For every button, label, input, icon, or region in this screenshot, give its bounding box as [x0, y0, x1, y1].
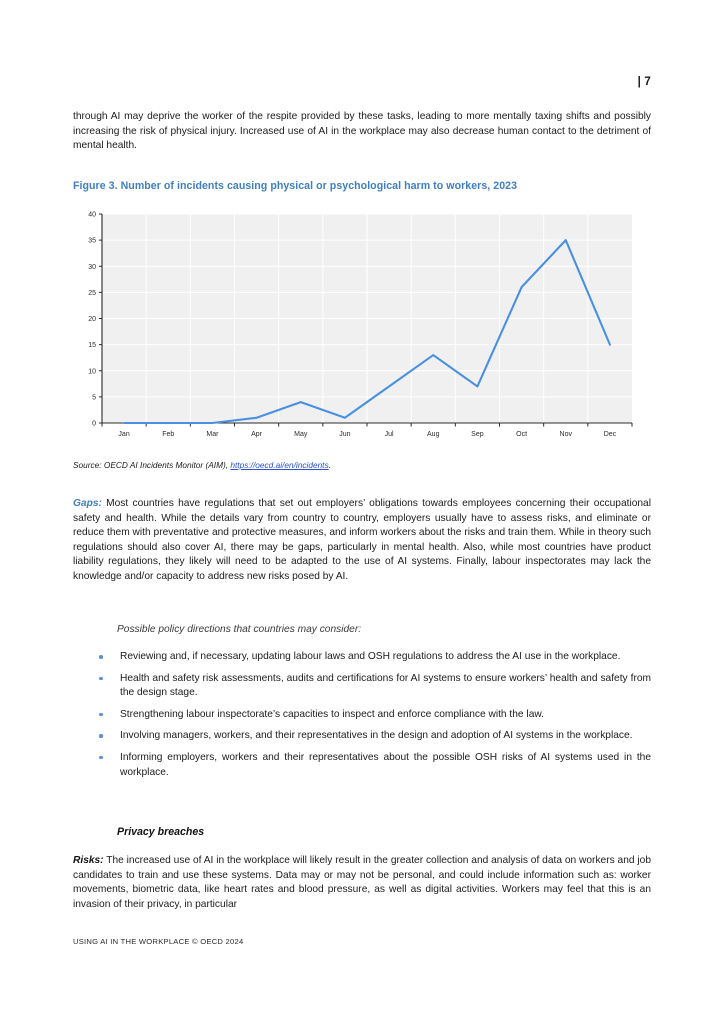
- policy-bullet-text: Health and safety risk assessments, audits and certifications for AI systems to ensure workers’ health and safety from the design stage.: [120, 672, 651, 699]
- policy-bullet-text: Informing employers, workers and their representatives about the possible OSH risks of AI systems used in the workplace.: [120, 751, 651, 778]
- intro-paragraph-block: [73, 110, 651, 154]
- page-footer: USING AI IN THE WORKPLACE © OECD 2024: [73, 937, 244, 946]
- line-chart-svg: [73, 210, 651, 450]
- x-axis-tick-label: Jan: [118, 431, 130, 438]
- source-link[interactable]: https://oecd.ai/en/incidents: [230, 460, 329, 470]
- x-axis-tick-label: Mar: [206, 431, 219, 438]
- risks-text: The increased use of AI in the workplace will likely result in the greater collection and analysis of data on workers and job candidates to train and use these systems. Data may or may not be personal, and could include information such as: worker movements, biometric data, like heart rates and blood pressure, as well as digital activities. Workers may feel that this is an invasion of their privacy, in particular: [73, 855, 651, 910]
- intro-paragraph: through AI may deprive the worker of the respite provided by these tasks, leading to more mentally taxing shifts and possibly increasing the risk of physical injury. Increased use of AI in the workplace may also decrease human contact to the detriment of mental health.: [73, 111, 651, 152]
- source-label: Source: OECD AI Incidents Monitor (AIM),: [73, 460, 231, 470]
- x-axis-tick-label: Sep: [471, 431, 484, 438]
- bullet-dot-icon: [99, 734, 103, 738]
- y-axis-tick-label: 5: [92, 394, 96, 402]
- policy-bullet-item: [96, 708, 651, 723]
- x-axis-tick-label: Dec: [603, 431, 617, 438]
- policy-bullet-text: Reviewing and, if necessary, updating labour laws and OSH regulations to address the AI use in the workplace.: [120, 651, 621, 662]
- x-axis-tick-label: Jul: [384, 431, 394, 438]
- x-axis-tick-label: Nov: [559, 431, 572, 438]
- x-axis-tick-label: Feb: [162, 431, 175, 438]
- bullet-dot-icon: [99, 756, 103, 760]
- policy-bullet-item: [96, 650, 651, 665]
- risks-lead-label: Risks:: [73, 855, 104, 866]
- source-period: .: [328, 460, 331, 470]
- policy-directions-list: [96, 650, 651, 787]
- x-axis-tick-label: Aug: [427, 431, 440, 438]
- x-axis-tick-label: Apr: [251, 431, 263, 438]
- x-axis-tick-label: May: [294, 431, 308, 438]
- figure-source: [73, 460, 651, 470]
- bullet-dot-icon: [99, 677, 103, 681]
- gaps-text: Most countries have regulations that set out employers’ obligations towards employees concerning their occupational safety and health. While the details vary from country to country, employers usually have to assess risks, and eliminate or reduce them with preventative and protective measures, and inform workers about the risks and train them. While in theory such regulations should also cover AI, there may be gaps, particularly in mental health. Also, while most countries have product liability regulations, they likely will need to be adapted to the use of AI systems. Finally, labour inspectorates may lack the knowledge and/or capacity to address new risks posed by AI.: [73, 498, 651, 582]
- policy-bullet-text: Involving managers, workers, and their representatives in the design and adoption of AI systems in the workplace.: [120, 730, 633, 742]
- gaps-lead-label: Gaps:: [73, 498, 102, 509]
- y-axis-tick-label: 10: [88, 368, 96, 376]
- x-axis-tick-label: Jun: [339, 431, 351, 438]
- risks-block: [73, 854, 651, 912]
- policy-bullet-item: [96, 729, 651, 744]
- policy-directions-heading: Possible policy directions that countries may consider:: [117, 624, 362, 635]
- bullet-dot-icon: [99, 655, 103, 659]
- y-axis-tick-label: 30: [88, 263, 96, 271]
- policy-bullet-item: [96, 672, 651, 701]
- policy-bullet-item: [96, 751, 651, 780]
- page-number: | 7: [637, 76, 651, 88]
- risks-paragraph: [73, 854, 651, 912]
- figure-title: Figure 3. Number of incidents causing physical or psychological harm to workers, 2023: [73, 180, 518, 192]
- x-axis-tick-label: Oct: [516, 431, 528, 438]
- y-axis-tick-label: 35: [88, 237, 96, 245]
- y-axis-tick-label: 15: [88, 342, 96, 350]
- y-axis-tick-label: 0: [92, 420, 96, 428]
- y-axis-tick-label: 40: [88, 211, 96, 219]
- privacy-breaches-heading: Privacy breaches: [117, 826, 205, 838]
- policy-bullet-text: Strengthening labour inspectorate’s capacities to inspect and enforce compliance with the law.: [120, 708, 544, 720]
- y-axis-tick-label: 20: [88, 316, 96, 324]
- bullet-dot-icon: [99, 713, 103, 717]
- figure-chart: [73, 210, 651, 450]
- gaps-paragraph: [73, 497, 651, 585]
- gaps-block: [73, 497, 651, 585]
- y-axis-tick-label: 25: [88, 289, 96, 297]
